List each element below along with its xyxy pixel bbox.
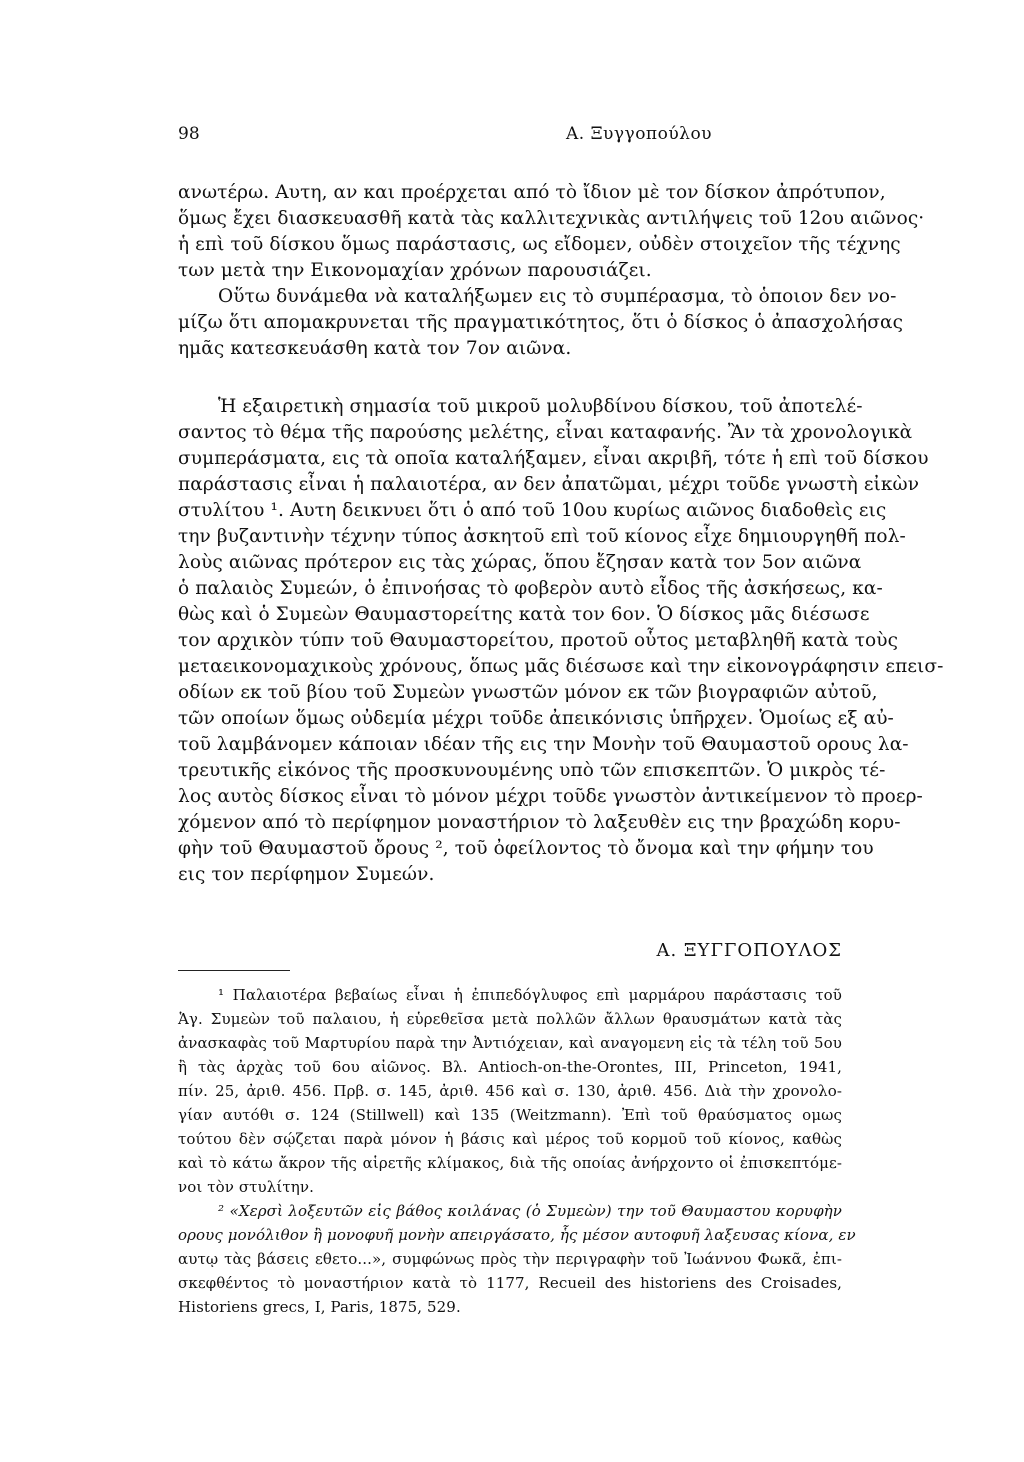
footnote-line: ἀνασκαφὰς τοῦ Μαρτυρίου παρὰ την Ἀντιόχειαν, καὶ αναγομενη εἰς τὰ τέλη τοῦ 5ου — [178, 1034, 842, 1052]
footnote-line: Historiens grecs, I, Paris, 1875, 529. — [178, 1298, 461, 1316]
body-line: οδίων εκ τοῦ βίου τοῦ Συμεὼν γνωστῶν μόνον εκ τῶν βιογραφιῶν αὐτοῦ, — [178, 682, 878, 703]
body-line: τρευτικῆς εἰκόνος τῆς προσκυνουμένης υπὸ τῶν επισκεπτῶν. Ὁ μικρὸς τέ- — [178, 760, 886, 781]
footnote-line: νοι τὸν στυλίτην. — [178, 1178, 314, 1196]
footnote-line: ἢ τὰς ἀρχὰς τοῦ 6ου αἰῶνος. Βλ. Antioch-on-the-Orontes, III, Princeton, 1941, — [178, 1058, 842, 1076]
footnote-line: γίαν αυτόθι σ. 124 (Stillwell) καὶ 135 (Weitzmann). Ἐπὶ τοῦ θραύσματος ομως — [178, 1106, 842, 1124]
body-line: ἡ επὶ τοῦ δίσκου ὅμως παράστασις, ως εἴδομεν, οὐδὲν στοιχεῖον τῆς τέχνης — [178, 234, 901, 255]
footnote-line: πίν. 25, ἀριθ. 456. Πρβ. σ. 145, ἀριθ. 456 καὶ σ. 130, ἀριθ. 456. Διὰ τὴν χρονολο- — [178, 1082, 842, 1100]
body-line: χόμενον από τὸ περίφημον μοναστήριον τὸ λαξευθὲν εις την βραχώδη κορυ- — [178, 812, 901, 833]
author-signature: Α. ΞΥΓΓΟΠΟΥΛΟΣ — [656, 940, 842, 961]
footnote-line: καὶ τὸ κάτω ἄκρον τῆς αἱρετῆς κλίμακος, διὰ τῆς οποίας ἀνήρχοντο οἱ ἐπισκεπτόμε- — [178, 1154, 842, 1172]
body-line: φὴν τοῦ Θαυμαστοῦ ὄρους ², τοῦ ὀφείλοντος τὸ ὄνομα καὶ την φήμην του — [178, 838, 874, 859]
body-line: σαντος τὸ θέμα τῆς παρούσης μελέτης, εἶναι καταφανής. Ἂν τὰ χρονολογικὰ — [178, 422, 913, 443]
body-line: Οὕτω δυνάμεθα νὰ καταλήξωμεν εις τὸ συμπέρασμα, τὸ ὁποιον δεν νο- — [218, 286, 897, 307]
running-title: Α. Ξυγγοπούλου — [566, 124, 713, 144]
footnote-line: ¹ Παλαιοτέρα βεβαίως εἶναι ἡ ἐπιπεδόγλυφος επὶ μαρμάρου παράστασις τοῦ — [218, 986, 842, 1004]
footnote-line: αυτῳ τὰς βάσεις εθετο...», συμφώνως πρὸς τὴν περιγραφὴν τοῦ Ἰωάννου Φωκᾶ, ἐπι- — [178, 1250, 842, 1268]
footnote-line: σκεφθέντος τὸ μοναστήριον κατὰ τὸ 1177, Recueil des historiens des Croisades, — [178, 1274, 842, 1292]
footnote-line: τούτου δὲν σῴζεται παρὰ μόνον ἡ βάσις καὶ μέρος τοῦ κορμοῦ τοῦ κίονος, καθὼς — [178, 1130, 842, 1148]
body-line: τον αρχικὸν τύπν τοῦ Θαυμαστορείτου, προτοῦ οὗτος μεταβληθῆ κατὰ τοὺς — [178, 630, 899, 651]
footnote-line: ορους μονόλιθον ἢ μονοφυῆ μονὴν απειργάσατο, ἧς μέσον αυτοφυῆ λαξευσας κίονα, εν — [178, 1226, 856, 1244]
body-line: ὁ παλαιὸς Συμεών, ὁ ἐπινοήσας τὸ φοβερὸν αυτὸ εἶδος τῆς ἀσκήσεως, κα- — [178, 578, 883, 599]
body-line: συμπεράσματα, εις τὰ οποῖα καταλήξαμεν, εἶναι ακριβῆ, τότε ἡ επὶ τοῦ δίσκου — [178, 448, 929, 469]
body-line: στυλίτου ¹. Αυτη δεικνυει ὅτι ὁ από τοῦ 10ου κυρίως αιῶνος διαδοθεὶς εις — [178, 500, 887, 521]
body-line: τοῦ λαμβάνομεν κάποιαν ιδέαν τῆς εις την Μονὴν τοῦ Θαυμαστοῦ ορους λα- — [178, 734, 909, 755]
body-line: εις τον περίφημον Συμεών. — [178, 864, 435, 885]
footnote-divider — [178, 970, 290, 971]
body-line: λοὺς αιῶνας πρότερον εις τὰς χώρας, ὅπου ἔζησαν κατὰ τον 5ον αιῶνα — [178, 552, 862, 573]
body-line: των μετὰ την Εικονομαχίαν χρόνων παρουσιάζει. — [178, 260, 652, 281]
body-line: παράστασις εἶναι ἡ παλαιοτέρα, αν δεν ἀπατῶμαι, μέχρι τοῦδε γνωστὴ εἰκὼν — [178, 474, 920, 495]
body-line: ημᾶς κατεσκευάσθη κατὰ τον 7ον αιῶνα. — [178, 338, 572, 359]
footnote-line: ² «Χερσὶ λοξευτῶν εἰς βάθος κοιλάνας (ὁ Συμεὼν) την τοῦ Θαυμαστου κορυφὴν — [218, 1202, 842, 1220]
body-line: τῶν οποίων ὅμως οὐδεμία μέχρι τοῦδε ἀπεικόνισις ὑπῆρχεν. Ὁμοίως εξ αὐ- — [178, 708, 894, 729]
body-line: λος αυτὸς δίσκος εἶναι τὸ μόνον μέχρι τοῦδε γνωστὸν ἀντικείμενον τὸ προερ- — [178, 786, 923, 807]
body-line: ανωτέρω. Αυτη, αν και προέρχεται από τὸ ἴδιον μὲ τον δίσκον ἀπρότυπον, — [178, 182, 886, 203]
body-line: την βυζαντινὴν τέχνην τύπος ἀσκητοῦ επὶ τοῦ κίονος εἶχε δημιουργηθῆ πολ- — [178, 526, 906, 547]
body-line: μεταεικονομαχικοὺς χρόνους, ὅπως μᾶς διέσωσε καὶ την εἰκονογράφησιν επεισ- — [178, 656, 944, 677]
body-line: ὅμως ἔχει διασκευασθῆ κατὰ τὰς καλλιτεχνικὰς αντιλήψεις τοῦ 12ου αιῶνος· — [178, 208, 925, 229]
body-line: Ἡ εξαιρετικὴ σημασία τοῦ μικροῦ μολυβδίνου δίσκου, τοῦ ἀποτελέ- — [218, 396, 863, 417]
page-number: 98 — [178, 124, 200, 144]
body-line: θὼς καὶ ὁ Συμεὼν Θαυμαστορείτης κατὰ τον 6ον. Ὁ δίσκος μᾶς διέσωσε — [178, 604, 870, 625]
footnote-line: Ἁγ. Συμεὼν τοῦ παλαιου, ἡ εὑρεθεῖσα μετὰ πολλῶν ἄλλων θραυσμάτων κατὰ τὰς — [178, 1010, 842, 1028]
body-line: μίζω ὅτι απομακρυνεται τῆς πραγματικότητος, ὅτι ὁ δίσκος ὁ ἀπασχολήσας — [178, 312, 904, 333]
